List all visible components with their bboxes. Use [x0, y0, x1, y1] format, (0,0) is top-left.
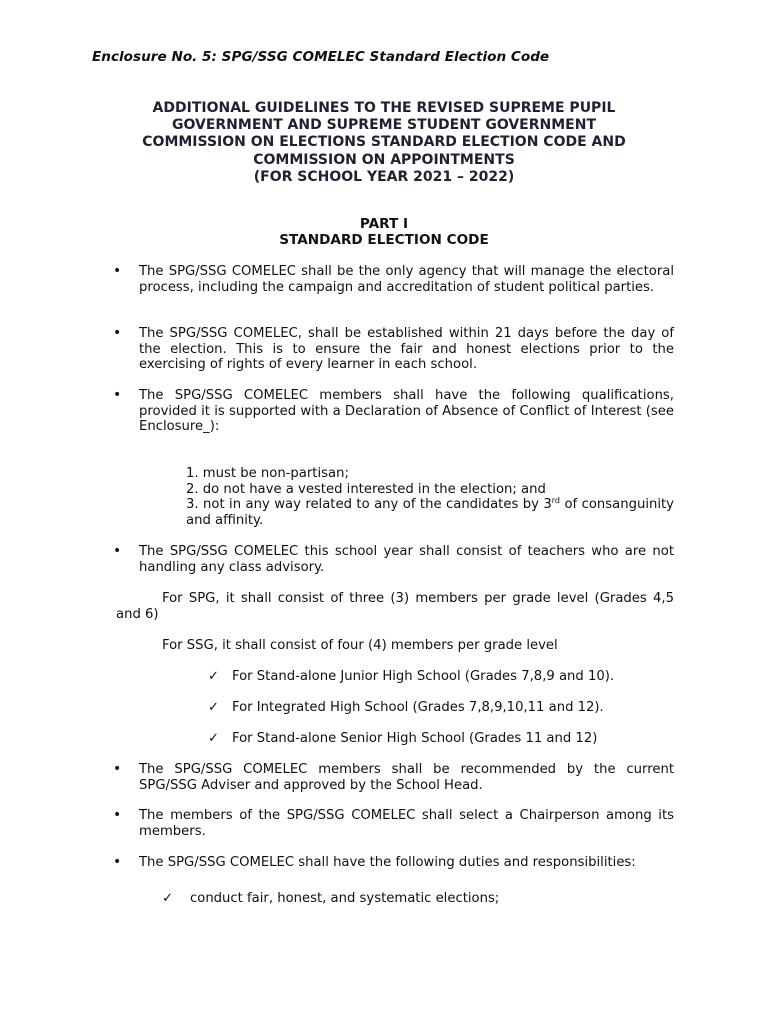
check-item-text: For Stand-alone Senior High School (Grades 11 and 12)	[232, 731, 598, 746]
check-item	[162, 891, 500, 907]
checkmark-icon: ✓	[208, 700, 220, 715]
list-item	[113, 807, 674, 839]
list-item-text: The SPG/SSG COMELEC members shall be recommended by the current SPG/SSG Adviser and approved by the School Head.	[139, 762, 674, 793]
bullet-marker: •	[113, 387, 122, 403]
bullet-marker: •	[113, 325, 122, 341]
list-item-text: The SPG/SSG COMELEC shall have the following duties and responsibilities:	[139, 855, 636, 870]
list-item-text: The SPG/SSG COMELEC shall be the only agency that will manage the electoral process, including the campaign and accreditation of student political parties.	[139, 264, 674, 295]
qualifications-list	[186, 466, 674, 528]
enclosure-heading: Enclosure No. 5: SPG/SSG COMELEC Standard Election Code	[92, 49, 550, 65]
list-item	[113, 854, 674, 871]
title-line: ADDITIONAL GUIDELINES TO THE REVISED SUPREME PUPIL	[152, 100, 616, 116]
check-item	[208, 669, 615, 685]
check-item	[208, 731, 598, 747]
check-item	[208, 700, 604, 716]
check-item-text: For Stand-alone Junior High School (Grades 7,8,9 and 10).	[232, 669, 615, 684]
title-line: (FOR SCHOOL YEAR 2021 – 2022)	[253, 168, 515, 185]
part-title: STANDARD ELECTION CODE	[279, 232, 489, 248]
check-item-text: conduct fair, honest, and systematic elections;	[190, 891, 500, 906]
list-item-text: The members of the SPG/SSG COMELEC shall select a Chairperson among its members.	[139, 808, 674, 839]
check-item-text: For Integrated High School (Grades 7,8,9,10,11 and 12).	[232, 700, 604, 715]
list-item	[113, 325, 674, 373]
list-item	[113, 761, 674, 793]
title-line: GOVERNMENT AND SUPREME STUDENT GOVERNMENT	[171, 117, 597, 134]
qualification-item: 2. do not have a vested interested in the election; and	[186, 481, 546, 497]
list-item-text: The SPG/SSG COMELEC members shall have the following qualifications, provided it is supported with a Declaration of Absence of Conflict of Interest (see Enclosure_):	[139, 388, 674, 435]
bullet-marker: •	[113, 761, 122, 777]
list-item-text: The SPG/SSG COMELEC, shall be established within 21 days before the day of the election. This is to ensure the fair and honest elections prior to the exercising of rights of every learner in each school.	[139, 326, 674, 373]
qualification-text: 3. not in any way related to any of the candidates by 3	[186, 497, 552, 513]
spg-composition: For SPG, it shall consist of three (3) members per grade level (Grades 4,5 and 6)	[116, 591, 674, 622]
bullet-marker: •	[113, 543, 122, 559]
checkmark-icon: ✓	[208, 669, 220, 684]
checkmark-icon: ✓	[162, 891, 174, 906]
qualification-text: of consanguinity and affinity.	[186, 497, 674, 528]
bullet-marker: •	[113, 263, 122, 279]
title-line: COMMISSION ON ELECTIONS STANDARD ELECTION CODE AND	[142, 134, 626, 151]
part-label: PART I	[359, 216, 409, 232]
list-item	[113, 263, 674, 295]
part-heading	[100, 216, 668, 248]
qualification-item: 1. must be non-partisan;	[186, 466, 349, 481]
ssg-composition: For SSG, it shall consist of four (4) members per grade level	[162, 638, 558, 653]
superscript: rd	[551, 496, 561, 506]
list-item	[113, 387, 674, 435]
qualification-item	[186, 497, 674, 528]
checkmark-icon: ✓	[208, 731, 220, 746]
document-title	[100, 100, 668, 186]
list-item-text: The SPG/SSG COMELEC this school year shall consist of teachers who are not handling any class advisory.	[139, 544, 674, 575]
bullet-marker: •	[113, 854, 122, 870]
title-line: COMMISSION ON APPOINTMENTS	[253, 151, 515, 168]
bullet-marker: •	[113, 807, 122, 823]
list-item	[113, 543, 674, 575]
